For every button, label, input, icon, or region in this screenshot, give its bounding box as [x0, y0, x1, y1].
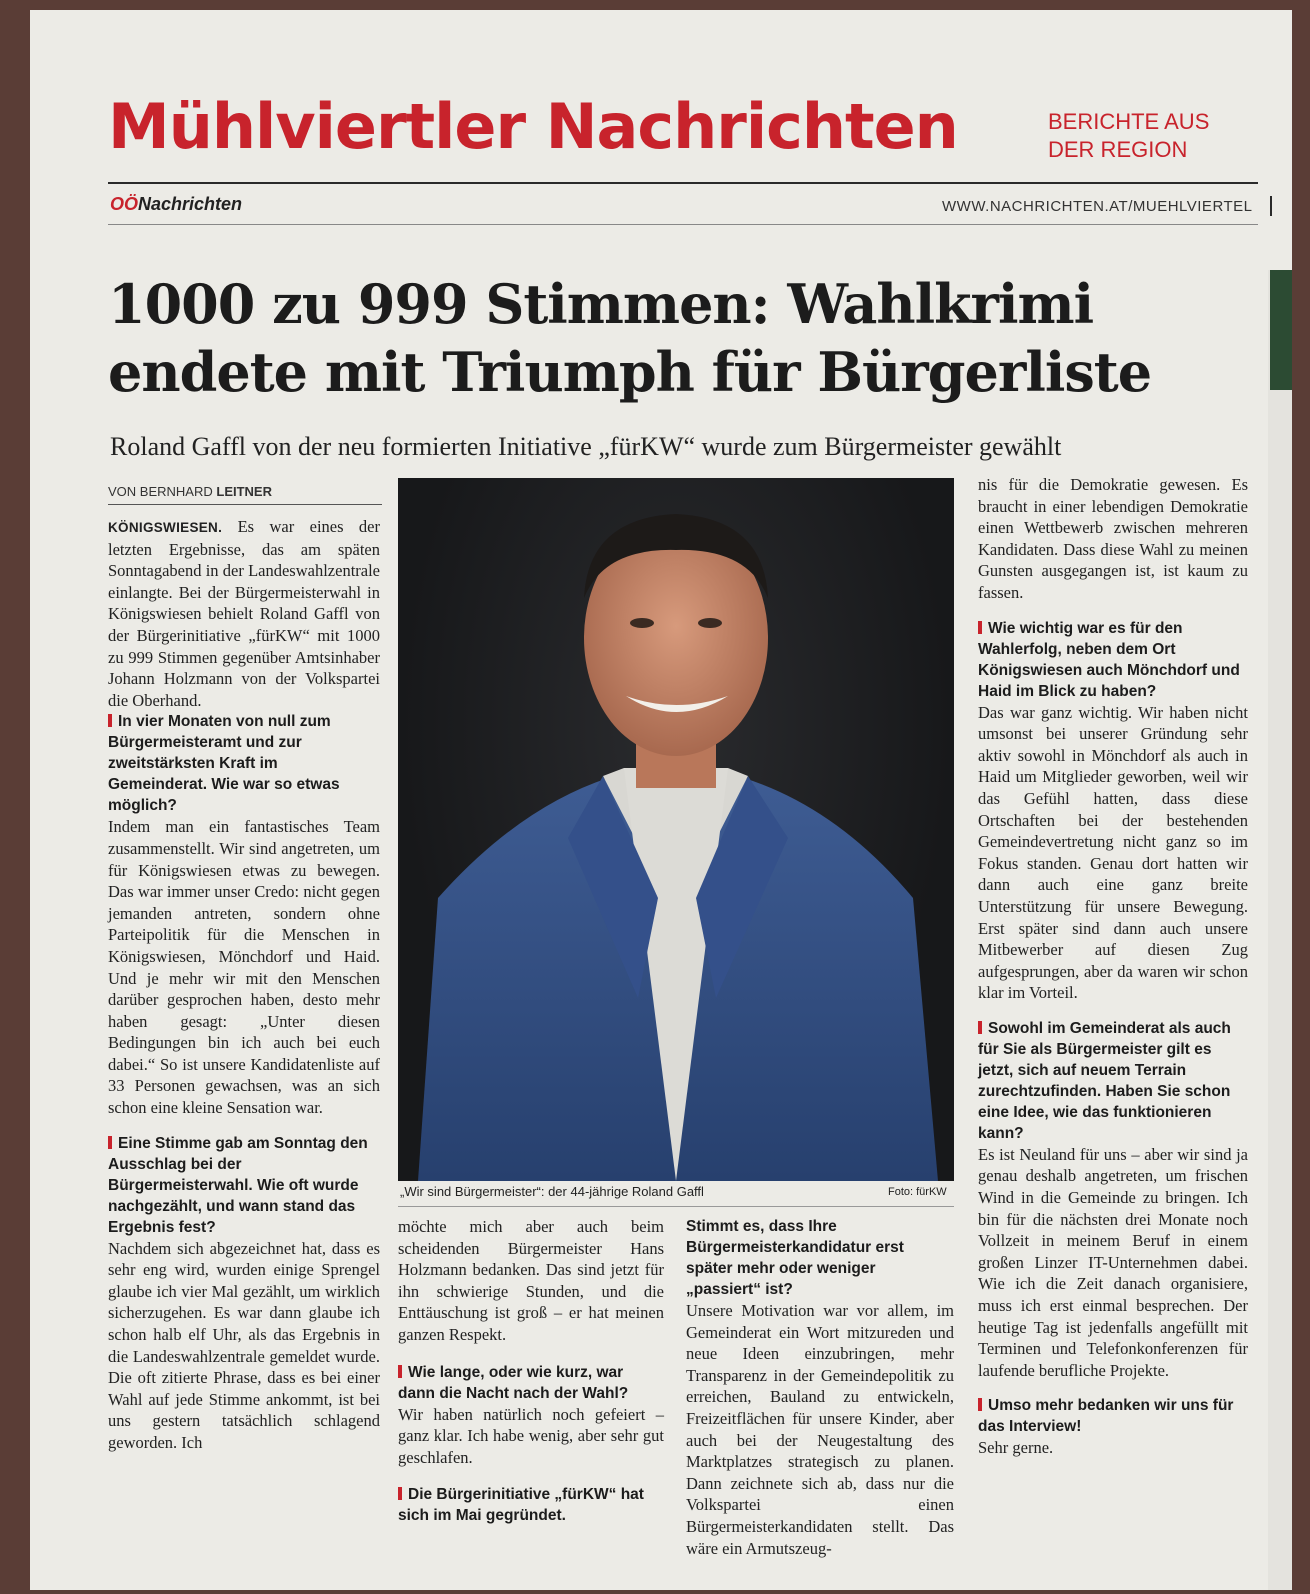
column-3 — [686, 1216, 954, 1559]
column-4 — [978, 474, 1248, 1459]
masthead-title: Mühlviertler Nachrichten — [108, 90, 958, 163]
portrait-illustration — [398, 478, 954, 1181]
answer-7: Sehr gerne. — [978, 1438, 1054, 1458]
question-marker-icon — [398, 1487, 402, 1500]
article-subheadline: Roland Gaffl von der neu formierten Initiative „fürKW“ wurde zum Bürgermeister gewählt — [110, 432, 1062, 461]
logo-prefix: OÖ — [110, 194, 139, 214]
answer-2: Nachdem sich abgezeichnet hat, dass es sehr eng wird, wurden einige Sprengel glaube ich vier Mal gezählt, um wirklich sicherzugehen. Es war dann glaube ich schon halb elf Uhr, als das Ergebnis in die Landeswahlzentrale gemeldet wurde. Die oft zitierte Phrase, dass es bei einer Wahl auf jede Stimme ankommt, ist bei uns gestern tatsächlich schlagend geworden. Ich — [108, 1238, 380, 1452]
question-marker-icon — [108, 1136, 112, 1149]
question-marker-icon — [978, 1021, 982, 1034]
intro-paragraph — [108, 516, 380, 711]
question-2: Eine Stimme gab am Sonntag den Ausschlag bei der Bürgermeisterwahl. Wie oft wurde nachgezählt, und wann stand das Ergebnis fest? — [108, 1134, 368, 1236]
adjacent-green-box — [1270, 270, 1292, 390]
column-1 — [108, 516, 380, 1454]
byline-rule — [108, 504, 382, 505]
masthead-tagline — [1048, 108, 1209, 164]
dateline: KÖNIGSWIESEN. — [108, 520, 223, 535]
question-marker-icon — [398, 1365, 402, 1378]
tagline-line-2: DER REGION — [1048, 137, 1188, 162]
portrait-photo — [398, 478, 954, 1181]
masthead-rule — [108, 182, 1258, 184]
answer-4: Unsere Motivation war vor allem, im Gemeinderat ein Wort mitzureden und neue Ideen einzubringen, mehr Transparenz in der Gemeindepolitik zu erreichen, Bauland zu entwickeln, Freizeitflächen für unsere Kinder, aber auch bei der Neugestaltung des Marktplatzes strategisch zu planen. Dann zeichnete sich ab, dass nur die Volkspartei einen Bürgermeisterkandidaten stellt. Das wäre ein Armutszeug- — [686, 1301, 954, 1558]
question-4: Die Bürgerinitiative „fürKW“ hat sich im Mai gegründet. — [398, 1486, 644, 1525]
publisher-url[interactable]: WWW.NACHRICHTEN.AT/MUEHLVIERTEL — [942, 198, 1253, 215]
answer-3: Wir haben natürlich noch gefeiert – ganz klar. Ich habe wenig, aber sehr gut geschlafen. — [398, 1404, 664, 1467]
byline — [108, 484, 272, 499]
question-6: Sowohl im Gemeinderat als auch für Sie als Bürgermeister gilt es jetzt, sich auf neuem Terrain zurechtzufinden. Haben Sie schon eine Idee, wie das funktionieren kann? — [978, 1019, 1231, 1142]
question-1: In vier Monaten von null zum Bürgermeisteramt und zur zweitstärksten Kraft im Gemeinderat. Wie war so etwas möglich? — [108, 713, 340, 815]
headline-line-2: endete mit Triumph für Bürgerliste — [108, 340, 1152, 404]
newspaper-page — [30, 10, 1292, 1590]
answer-4-continued: nis für die Demokratie gewesen. Es braucht in einer lebendigen Demokratie einen Wettbewerb zwischen mehreren Kandidaten. Dass diese Wahl zu meinen Gunsten ausgegangen ist, ist kaum zu fassen. — [978, 475, 1248, 602]
answer-1: Indem man ein fantastisches Team zusammenstellt. Wir sind angetreten, um für Königswiesen etwas zu bewegen. Das war immer unser Credo: nicht gegen jemanden antreten, sondern ohne Parteipolitik für die Menschen in Königswiesen, Mönchdorf und Haid. Und je mehr wir mit den Menschen darüber gesprochen haben, desto mehr haben gesagt: „Unter diesen Bedingungen bin ich auch bei euch dabei.“ So ist unsere Kandidatenliste auf 33 Personen gewachsen, was an sich schon eine kleine Sensation war. — [108, 817, 380, 1118]
question-marker-icon — [978, 1398, 982, 1411]
publisher-logo — [110, 194, 242, 215]
question-3: Wie lange, oder wie kurz, war dann die Nacht nach der Wahl? — [398, 1363, 629, 1402]
article-headline — [108, 270, 1268, 406]
header-rule — [108, 224, 1258, 225]
answer-2-continued: möchte mich aber auch beim scheidenden Bürgermeister Hans Holzmann bedanken. Das sind jetzt für ihn schwierige Stunden, und die Enttäuschung ist groß – er hat meinen ganzen Respekt. — [398, 1217, 664, 1344]
photo-caption: „Wir sind Bürgermeister“: der 44-jährige Roland Gaffl — [400, 1184, 704, 1199]
caption-rule — [398, 1206, 954, 1207]
headline-line-1: 1000 zu 999 Stimmen: Wahlkrimi — [108, 272, 1094, 336]
column-2 — [398, 1216, 664, 1526]
question-marker-icon — [108, 714, 112, 727]
question-4-continued: Stimmt es, dass Ihre Bürgermeisterkandidatur erst später mehr oder weniger „passiert“ ist? — [686, 1218, 904, 1298]
answer-6: Es ist Neuland für uns – aber wir sind ja genau deshalb angetreten, um frischen Wind in die Gemeinde zu bringen. Ich bin für die nächsten drei Monate noch Vollzeit in meinem Beruf in einem großen Linzer IT-Unternehmen dabei. Wie ich die Zeit danach organisiere, muss ich erst einmal besprechen. Der heutige Tag ist jedenfalls angefüllt mit Terminen und Telefonkonferenzen für laufende berufliche Projekte. — [978, 1144, 1248, 1380]
question-marker-icon — [978, 621, 982, 634]
logo-rest: Nachrichten — [138, 194, 243, 214]
photo-credit: Foto: fürKW — [888, 1186, 947, 1198]
answer-5: Das war ganz wichtig. Wir haben nicht umsonst bei unserer Gründung sehr aktiv sowohl in Mönchdorf als auch in Haid um Mitglieder geworben, weil wir das Gefühl hatten, dass diese Ortschaften bei der bestehenden Gemeindevertretung nicht ganz so im Fokus standen. Genau dort hatten wir dann auch eine ganz breite Unterstützung für unsere Bewegung. Erst später sind dann auch unsere Mitbewerber auf diesen Zug aufgesprungen, aber da waren wir schon klar im Vorteil. — [978, 702, 1248, 1003]
question-5: Wie wichtig war es für den Wahlerfolg, neben dem Ort Königswiesen auch Mönchdorf und Haid im Blick zu haben? — [978, 619, 1240, 700]
question-7: Umso mehr bedanken wir uns für das Interview! — [978, 1397, 1234, 1436]
byline-prefix: VON BERNHARD — [108, 484, 213, 499]
intro-text: Es war eines der letzten Ergebnisse, das am späten Sonntagabend in der Landeswahlzentrale einlangte. Bei der Bürgermeisterwahl in Königswiesen behielt Roland Gaffl von der Bürgerinitiative „fürKW“ mit 1000 zu 999 Stimmen gegenüber Amtsinhaber Johann Holzmann von der Volkspartei die Oberhand. — [108, 517, 380, 710]
byline-name: LEITNER — [216, 484, 272, 499]
adjacent-page-strip — [1268, 270, 1292, 1590]
tagline-line-1: BERICHTE AUS — [1048, 109, 1210, 134]
url-divider — [1270, 196, 1272, 216]
